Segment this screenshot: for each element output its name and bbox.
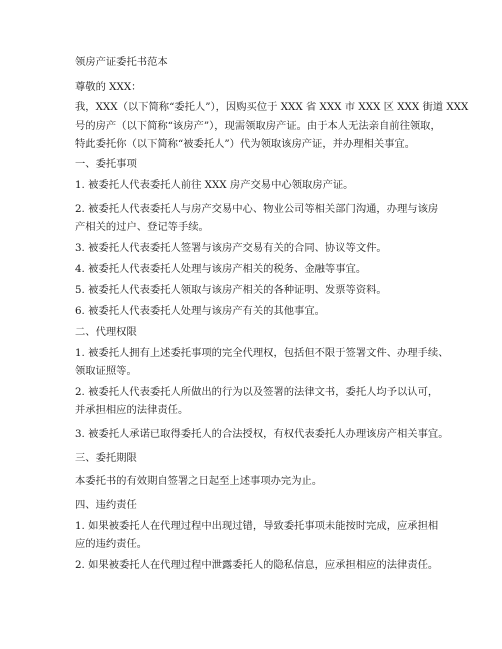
list-item: 6. 被委托人代表委托人处理与该房产有关的其他事宜。 [75,305,325,317]
list-item: 5. 被委托人代表委托人领取与该房产相关的各种证明、发票等资料。 [75,284,387,296]
list-item: 2. 被委托人代表委托人与房产交易中心、物业公司等相关部门沟通，办理与该房 [75,203,439,215]
intro-line: 我，XXX（以下简称“委托人”），因购买位于 XXX 省 XXX 市 XXX 区 XXX 街道 XXX [75,101,469,113]
list-item-continuation: 领取证照等。 [75,365,137,377]
salutation: 尊敬的 XXX： [75,81,142,93]
list-item: 2. 被委托人代表委托人所做出的行为以及签署的法律文书，委托人均予以认可， [75,386,439,398]
list-item-continuation: 应的违约责任。 [75,538,148,550]
section-heading: 三、委托期限 [75,452,137,464]
section-heading: 一、委托事项 [75,158,137,170]
list-item: 3. 被委托人承诺已取得委托人的合法授权，有权代表委托人办理该房产相关事宜。 [75,428,449,440]
list-item: 1. 如果被委托人在代理过程中出现过错，导致委托事项未能按时完成，应承担相 [75,520,439,532]
list-item: 1. 被委托人拥有上述委托事项的完全代理权，包括但不限于签署文件、办理手续、 [75,347,449,359]
list-item: 4. 被委托人代表委托人处理与该房产相关的税务、金融等事宜。 [75,263,367,275]
document-title: 领房产证委托书范本 [75,56,168,68]
list-item: 2. 如果被委托人在代理过程中泄露委托人的隐私信息，应承担相应的法律责任。 [75,559,439,571]
list-item-continuation: 产相关的过户、登记等手续。 [75,221,209,233]
list-item: 1. 被委托人代表委托人前往 XXX 房产交易中心领取房产证。 [75,179,354,191]
list-item-continuation: 并承担相应的法律责任。 [75,404,189,416]
intro-line: 号的房产（以下简称“该房产”），现需领取房产证。由于本人无法亲自前往领取， [75,120,441,132]
list-item: 3. 被委托人代表委托人签署与该房产交易有关的合同、协议等文件。 [75,242,387,254]
section-heading: 二、代理权限 [75,326,137,338]
section-heading: 四、违约责任 [75,499,137,511]
paragraph: 本委托书的有效期自签署之日起至上述事项办完为止。 [75,475,323,487]
intro-line: 特此委托你（以下简称“被委托人”）代为领取该房产证，并办理相关事宜。 [75,138,416,150]
